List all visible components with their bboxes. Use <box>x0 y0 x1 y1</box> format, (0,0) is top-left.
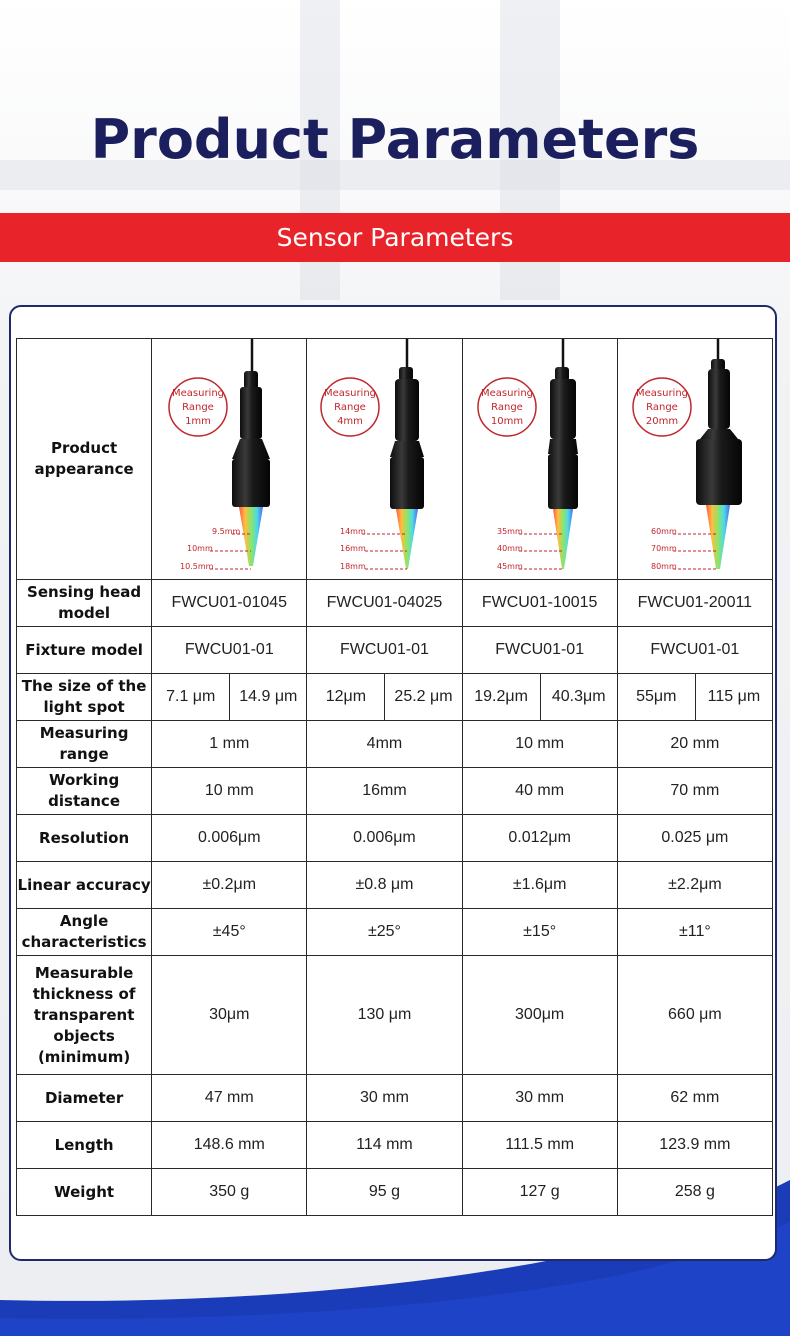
distance-label: 45mm <box>496 562 523 571</box>
cell-diameter: 47 mm <box>152 1075 307 1122</box>
product-image-3 <box>462 339 617 580</box>
label-spot: The size of the light spot <box>17 674 152 721</box>
section-banner-title: Sensor Parameters <box>276 223 514 252</box>
cell-angle: ±11° <box>617 909 772 956</box>
cell-diameter: 62 mm <box>617 1075 772 1122</box>
product-image-2 <box>307 339 462 580</box>
cell-fixture: FWCU01-01 <box>152 627 307 674</box>
cell-weight: 95 g <box>307 1169 462 1216</box>
cell-thickness: 130 μm <box>307 956 462 1075</box>
distance-label: 16mm <box>340 544 367 553</box>
cell-diameter: 30 mm <box>462 1075 617 1122</box>
badge-line: Range <box>182 402 215 413</box>
badge-line: Range <box>334 402 367 413</box>
cell-working: 70 mm <box>617 768 772 815</box>
label-length: Length <box>17 1122 152 1169</box>
cell-linear: ±0.2μm <box>152 862 307 909</box>
row-linear <box>17 862 773 909</box>
label-thickness: Measurable thickness of transparent objects (minimum) <box>17 956 152 1075</box>
badge-line: 1mm <box>185 416 212 427</box>
badge-line: Range <box>490 402 523 413</box>
row-fixture <box>17 627 773 674</box>
cell-spot: 40.3μm <box>540 674 617 721</box>
cell-angle: ±15° <box>462 909 617 956</box>
cell-resolution: 0.012μm <box>462 815 617 862</box>
badge-line: 10mm <box>490 416 523 427</box>
row-resolution <box>17 815 773 862</box>
cell-weight: 258 g <box>617 1169 772 1216</box>
badge-line: Measuring <box>480 388 533 399</box>
label-diameter: Diameter <box>17 1075 152 1122</box>
cell-length: 111.5 mm <box>462 1122 617 1169</box>
label-angle: Angle characteristics <box>17 909 152 956</box>
cell-resolution: 0.006μm <box>152 815 307 862</box>
cell-range: 10 mm <box>462 721 617 768</box>
product-image-4 <box>617 339 772 580</box>
row-working <box>17 768 773 815</box>
row-weight <box>17 1169 773 1216</box>
spec-table <box>16 338 773 1216</box>
cell-working: 10 mm <box>152 768 307 815</box>
cell-range: 1 mm <box>152 721 307 768</box>
distance-label: 60mm <box>650 527 677 536</box>
distance-label: 14mm <box>340 527 367 536</box>
distance-label: 70mm <box>650 544 677 553</box>
cell-spot: 7.1 μm <box>152 674 230 721</box>
cell-fixture: FWCU01-01 <box>462 627 617 674</box>
distance-label: 35mm <box>496 527 523 536</box>
row-appearance <box>17 339 773 580</box>
badge-line: Range <box>645 402 678 413</box>
sensor-4-illustration <box>618 339 772 579</box>
cell-head-model: FWCU01-01045 <box>152 580 307 627</box>
product-image-1 <box>152 339 307 580</box>
cell-head-model: FWCU01-20011 <box>617 580 772 627</box>
label-working: Working distance <box>17 768 152 815</box>
cell-weight: 127 g <box>462 1169 617 1216</box>
distance-label: 18mm <box>340 562 367 571</box>
row-range <box>17 721 773 768</box>
label-fixture: Fixture model <box>17 627 152 674</box>
badge-line: Measuring <box>635 388 688 399</box>
row-diameter <box>17 1075 773 1122</box>
row-thickness <box>17 956 773 1075</box>
distance-label: 9.5mm <box>212 527 241 536</box>
cell-length: 148.6 mm <box>152 1122 307 1169</box>
cell-spot: 115 μm <box>695 674 772 721</box>
label-range: Measuring range <box>17 721 152 768</box>
distance-label: 40mm <box>496 544 523 553</box>
cell-head-model: FWCU01-10015 <box>462 580 617 627</box>
cell-thickness: 30μm <box>152 956 307 1075</box>
cell-angle: ±45° <box>152 909 307 956</box>
row-spot <box>17 674 773 721</box>
label-head-model: Sensing head model <box>17 580 152 627</box>
cell-fixture: FWCU01-01 <box>307 627 462 674</box>
sensor-3-illustration <box>463 339 617 579</box>
cell-spot: 55μm <box>617 674 695 721</box>
label-resolution: Resolution <box>17 815 152 862</box>
badge-line: Measuring <box>172 388 225 399</box>
cell-spot: 12μm <box>307 674 385 721</box>
distance-label: 10mm <box>187 544 213 553</box>
sensor-2-illustration <box>307 339 461 579</box>
page-title: Product Parameters <box>90 108 700 171</box>
cell-thickness: 300μm <box>462 956 617 1075</box>
cell-linear: ±0.8 μm <box>307 862 462 909</box>
cell-weight: 350 g <box>152 1169 307 1216</box>
cell-diameter: 30 mm <box>307 1075 462 1122</box>
row-head-model <box>17 580 773 627</box>
cell-angle: ±25° <box>307 909 462 956</box>
distance-label: 80mm <box>650 562 677 571</box>
cell-length: 114 mm <box>307 1122 462 1169</box>
cell-resolution: 0.006μm <box>307 815 462 862</box>
badge-line: 4mm <box>337 416 364 427</box>
cell-spot: 25.2 μm <box>385 674 462 721</box>
row-angle <box>17 909 773 956</box>
distance-label: 10.5mm <box>180 562 214 571</box>
label-appearance: Product appearance <box>17 339 152 580</box>
row-length <box>17 1122 773 1169</box>
cell-head-model: FWCU01-04025 <box>307 580 462 627</box>
cell-resolution: 0.025 μm <box>617 815 772 862</box>
cell-working: 16mm <box>307 768 462 815</box>
cell-linear: ±1.6μm <box>462 862 617 909</box>
cell-range: 4mm <box>307 721 462 768</box>
label-linear: Linear accuracy <box>17 862 152 909</box>
label-weight: Weight <box>17 1169 152 1216</box>
cell-working: 40 mm <box>462 768 617 815</box>
sensor-1-illustration <box>152 339 306 579</box>
badge-line: Measuring <box>324 388 377 399</box>
section-banner <box>0 213 790 262</box>
cell-spot: 19.2μm <box>462 674 540 721</box>
cell-spot: 14.9 μm <box>230 674 307 721</box>
cell-thickness: 660 μm <box>617 956 772 1075</box>
cell-length: 123.9 mm <box>617 1122 772 1169</box>
badge-line: 20mm <box>645 416 678 427</box>
cell-linear: ±2.2μm <box>617 862 772 909</box>
cell-range: 20 mm <box>617 721 772 768</box>
cell-fixture: FWCU01-01 <box>617 627 772 674</box>
